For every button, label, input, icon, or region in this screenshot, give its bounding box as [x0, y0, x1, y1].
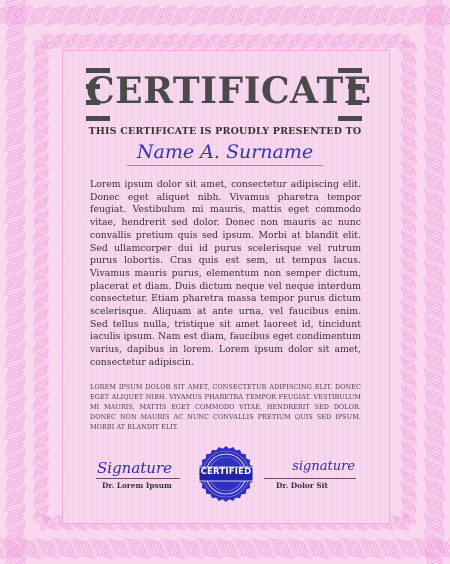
signature-left-script: Signature [97, 459, 173, 477]
title-bar-left-4 [86, 116, 110, 121]
signature-left-name: Dr. Lorem Ipsum [102, 481, 172, 490]
certificate-body-text: Lorem ipsum dolor sit amet, consectetur adipiscing elit. Donec eget aliquet nibh. Vivamus pharetra tempor feugiat. Vestibulum mi mauris, mattis eget commodo vitae, hendrerit sed dolor. Donec non mauris ac nunc convallis pretium quis sed ipsum. Morbi at blandit elit. Sed ullamcorper dui id purus scelerisque vel rutrum purus lobortis. Cras quis est sem, ut tempus lacus. Vivamus mauris purus, elementum non semper dictum, placerat et diam. Duis dictum neque vel neque interdum consectetur. Etiam pharetra massa tempor purus dictum scelerisque. Aliquam at ante urna, vel faucibus enim. Sed tellus nulla, tristique sit amet laoreet id, tincidunt iaculis ipsum. Nam est diam, faucibus eget condimentum varius, dapibus in lorem. Lorem ipsum dolor sit amet, consectetur adipiscin. [90, 179, 361, 368]
certificate-small-print: LOREM IPSUM DOLOR SIT AMET, CONSECTETUR ADIPISCING ELIT. DONEC EGET ALIQUET NIBH. VIVAMUS PHARETRA TEMPOR FEUGIAT. VESTIBULUM MI MAURIS, MATTIS EGET COMMODO VITAE, HENDRERIT SED DOLOR. DONEC NON MAURIS AC NUNC CONVALLIS PRETIUM QUIS SED IPSUM. MORBI AT BLANDIT ELIT. [90, 383, 361, 431]
signature-left-line [96, 478, 180, 479]
title-bar-right-4 [338, 116, 362, 121]
presented-to-line: THIS CERTIFICATE IS PROUDLY PRESENTED TO [88, 126, 362, 137]
certified-seal-label: CERTIFIED [200, 467, 252, 477]
signature-right-script: signature [292, 459, 355, 474]
name-underline [127, 165, 323, 166]
signature-right-line [264, 478, 356, 479]
signature-right-name: Dr. Dolor Sit [276, 481, 328, 490]
certificate-title: CERTIFICATE [86, 70, 372, 112]
title-block [86, 64, 372, 122]
recipient-name: Name A. Surname [136, 141, 314, 163]
